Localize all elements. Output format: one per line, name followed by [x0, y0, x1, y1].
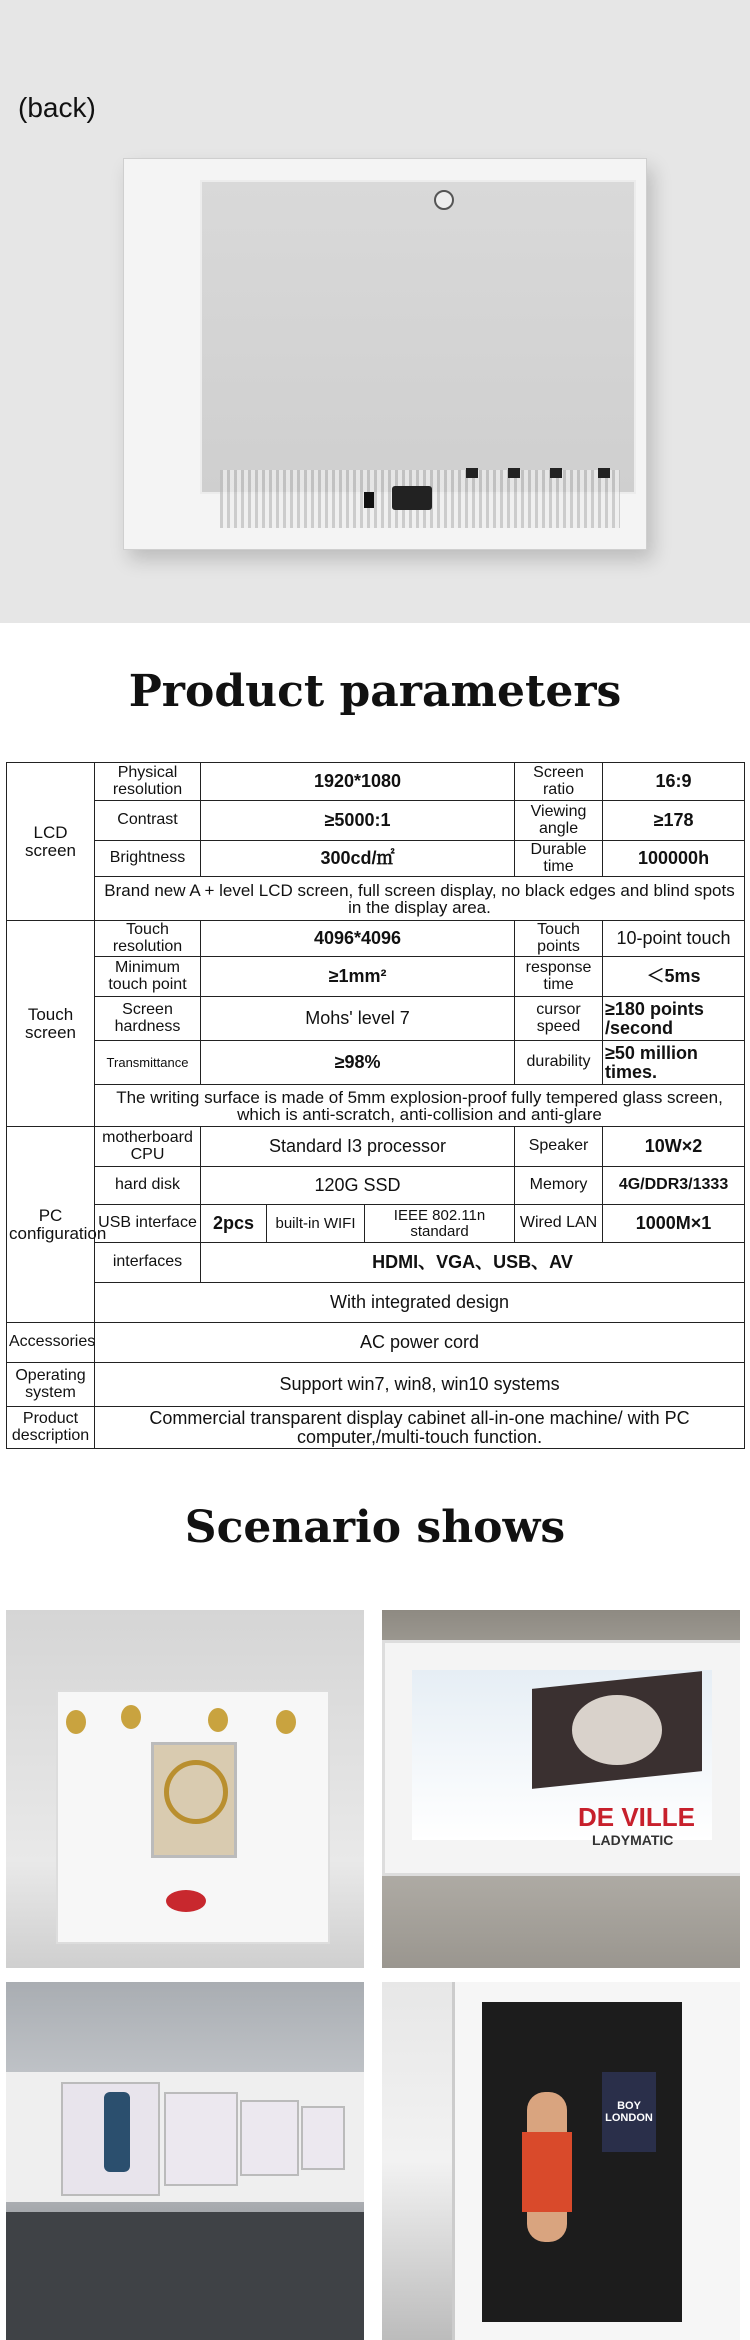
table-row — [7, 1323, 745, 1363]
params-table — [6, 762, 745, 1449]
table-row — [7, 801, 745, 841]
port-icon — [466, 468, 478, 478]
param-value: Mohs' level 7 — [201, 997, 515, 1041]
param-label: motherboard CPU — [95, 1127, 201, 1167]
product-back-image — [0, 0, 750, 623]
cabinet-door — [200, 180, 636, 494]
scenario-photo-watch — [382, 1610, 740, 1968]
params-title: Product parameters — [128, 666, 622, 717]
scenario-title: Scenario shows — [184, 1502, 566, 1553]
param-value: 1920*1080 — [201, 763, 515, 801]
table-row — [7, 1041, 745, 1085]
table-row — [7, 957, 745, 997]
param-value: 16:9 — [603, 763, 745, 801]
sign-label: BOY LONDON — [605, 2100, 653, 2124]
scenario-photo-jewelry — [6, 1610, 364, 1968]
table-row — [7, 921, 745, 957]
param-label: Viewing angle — [515, 801, 603, 841]
table-row — [7, 997, 745, 1041]
param-value: 300cd/㎡ — [201, 841, 515, 877]
group-label: LCD screen — [7, 763, 95, 921]
param-value: AC power cord — [95, 1323, 745, 1363]
param-value: 100000h — [603, 841, 745, 877]
param-note: The writing surface is made of 5mm explosion-proof fully tempered glass screen, which is anti-scratch, anti-collision and anti-glare — [95, 1085, 745, 1127]
param-label: Operating system — [7, 1363, 95, 1407]
param-label: Durable time — [515, 841, 603, 877]
table-row — [7, 1363, 745, 1407]
param-note: Brand new A + level LCD screen, full screen display, no black edges and blind spots in the display area. — [95, 877, 745, 921]
param-value: Support win7, win8, win10 systems — [95, 1363, 745, 1407]
param-value: ≥178 — [603, 801, 745, 841]
param-value: 10W×2 — [603, 1127, 745, 1167]
param-label: response time — [515, 957, 603, 997]
param-label: hard disk — [95, 1167, 201, 1205]
port-icon — [598, 468, 610, 478]
scenario-photo-fashion — [382, 1982, 740, 2340]
param-value: ≥1mm² — [201, 957, 515, 997]
param-value: ≥5000:1 — [201, 801, 515, 841]
param-value: HDMI、VGA、USB、AV — [201, 1243, 745, 1283]
lock-icon — [434, 190, 454, 210]
param-value: 2pcs — [201, 1205, 267, 1243]
table-row — [7, 1407, 745, 1449]
param-label: Wired LAN — [515, 1205, 603, 1243]
brand-label: DE VILLE — [578, 1802, 696, 1832]
param-label: Accessories — [7, 1323, 95, 1363]
param-label: built-in WIFI — [267, 1205, 365, 1243]
param-value: 4G/DDR3/1333 — [603, 1167, 745, 1205]
power-switch — [364, 492, 374, 508]
group-label: Touch screen — [7, 921, 95, 1127]
back-label: (back) — [18, 92, 96, 123]
table-row — [7, 763, 745, 801]
param-label: Brightness — [95, 841, 201, 877]
group-label: PC configuration — [7, 1127, 95, 1323]
scenario-photo-showroom — [6, 1982, 364, 2340]
table-row — [7, 1243, 745, 1283]
param-label: Screen ratio — [515, 763, 603, 801]
param-value: ≥98% — [201, 1041, 515, 1085]
table-row — [7, 877, 745, 921]
param-label: interfaces — [95, 1243, 201, 1283]
table-row — [7, 1205, 745, 1243]
param-value: 10-point touch — [603, 921, 745, 957]
param-label: Contrast — [95, 801, 201, 841]
param-value: With integrated design — [95, 1283, 745, 1323]
param-label: cursor speed — [515, 997, 603, 1041]
param-label: Screen hardness — [95, 997, 201, 1041]
param-label: Speaker — [515, 1127, 603, 1167]
param-label: Touch resolution — [95, 921, 201, 957]
param-value: ＜5ms — [603, 957, 745, 997]
param-value: ≥50 million times. — [603, 1041, 745, 1085]
table-row — [7, 1085, 745, 1127]
table-row — [7, 1167, 745, 1205]
param-label: Memory — [515, 1167, 603, 1205]
param-value: 120G SSD — [201, 1167, 515, 1205]
port-icon — [550, 468, 562, 478]
param-label: Physical resolution — [95, 763, 201, 801]
param-label: USB interface — [95, 1205, 201, 1243]
param-label: Minimum touch point — [95, 957, 201, 997]
table-row — [7, 1127, 745, 1167]
table-row — [7, 1283, 745, 1323]
param-value: Standard I3 processor — [201, 1127, 515, 1167]
power-socket — [392, 486, 432, 510]
param-label: Touch points — [515, 921, 603, 957]
param-value: Commercial transparent display cabinet all-in-one machine/ with PC computer,/multi-touch function. — [95, 1407, 745, 1449]
param-label: durability — [515, 1041, 603, 1085]
param-value: 1000M×1 — [603, 1205, 745, 1243]
table-row — [7, 841, 745, 877]
param-label: Product description — [7, 1407, 95, 1449]
param-value: 4096*4096 — [201, 921, 515, 957]
port-icon — [508, 468, 520, 478]
sub-label: LADYMATIC — [592, 1832, 674, 1848]
param-label: Transmittance — [95, 1041, 201, 1085]
param-value: ≥180 points /second — [603, 997, 745, 1041]
param-value: IEEE 802.11n standard — [365, 1205, 515, 1243]
